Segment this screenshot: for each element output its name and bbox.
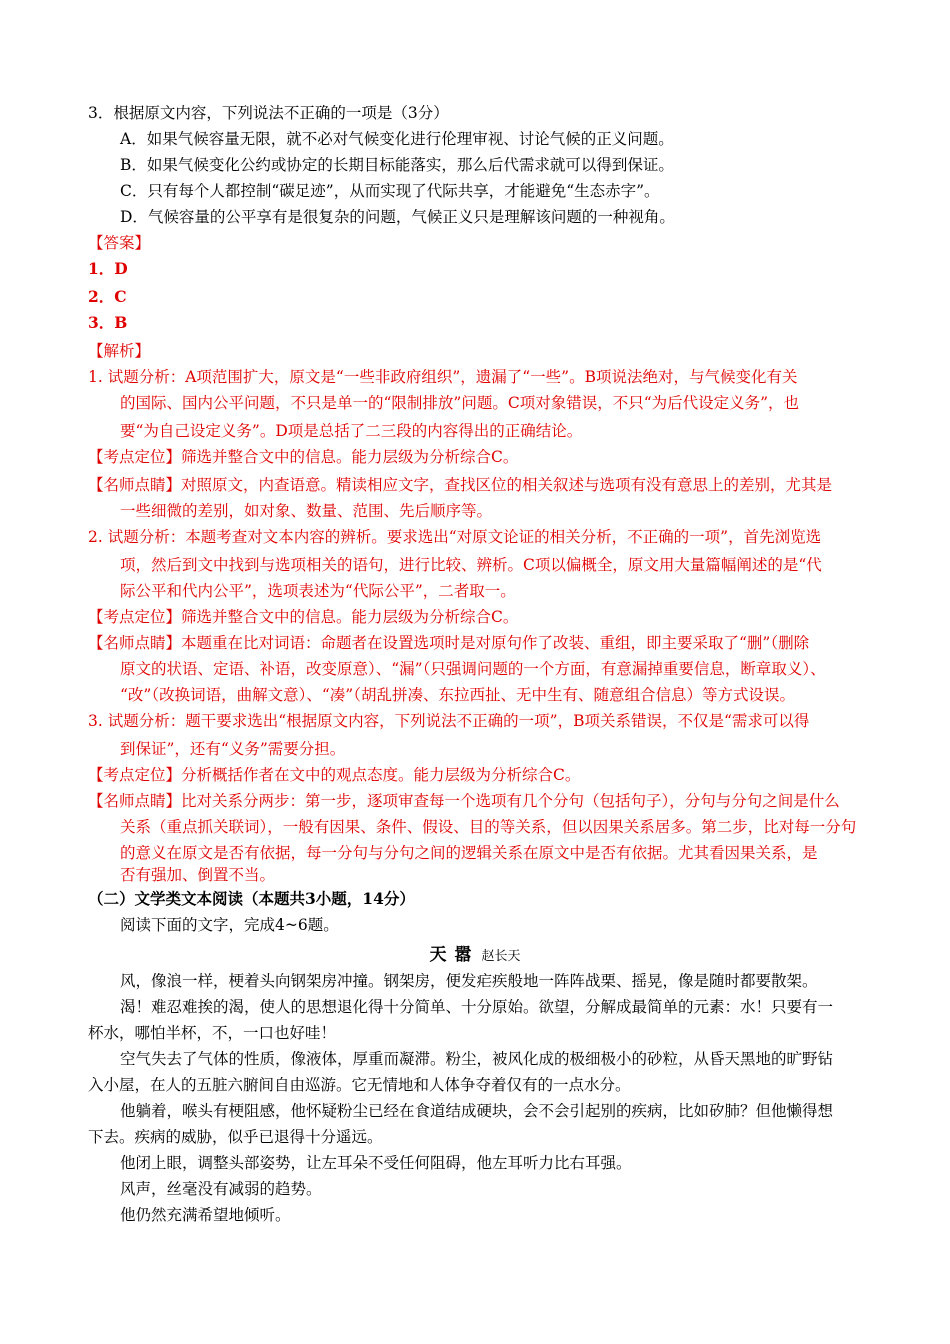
mingshi-3-line-4: 否有强加、倒置不当。 — [120, 866, 276, 884]
mingshi-3-line-3: 的意义在原文是否有依据，每一分句与分句之间的逻辑关系在原文中是否有依据。尤其看因果关系，是 — [120, 844, 818, 862]
story-para-3-line-1: 空气失去了气体的性质，像液体，厚重而凝滞。粉尘，被风化成的极细极小的砂粒，从昏天黑地的旷野钻 — [120, 1050, 834, 1068]
section-heading: （二）文学类文本阅读（本题共3小题，14分） — [88, 889, 415, 908]
analysis-1-line-2: 的国际、国内公平问题，不只是单一的“限制排放”问题。C项对象错误，不只“为后代设定义务”，也 — [120, 394, 800, 412]
mingshi-3-line-1: 【名师点睛】比对关系分两步：第一步，逐项审查每一个选项有几个分句（包括句子），分句与分句之间是什么 — [88, 792, 840, 810]
analysis-3-line-1: 3. 试题分析：题干要求选出“根据原文内容，下列说法不正确的一项”，B项关系错误，不仅是“需求可以得 — [88, 712, 810, 730]
mingshi-2-line-2: 原文的状语、定语、补语，改变原意）、“漏”（只强调问题的一个方面，有意漏掉重要信息，断章取义）、 — [120, 660, 826, 678]
mingshi-1-line-1: 【名师点睛】对照原文，内查语意。精读相应文字，查找区位的相关叙述与选项有没有意思上的差别，尤其是 — [88, 476, 833, 494]
mingshi-2-line-1: 【名师点睛】本题重在比对词语：命题者在设置选项时是对原句作了改装、重组，即主要采取了“删”（删除 — [88, 634, 810, 652]
analysis-1-line-3: 要“为自己设定义务”。D项是总括了二三段的内容得出的正确结论。 — [120, 422, 583, 440]
story-para-5: 他闭上眼，调整头部姿势，让左耳朵不受任何阻碍，他左耳听力比右耳强。 — [120, 1154, 632, 1172]
analysis-3-line-2: 到保证”，还有“义务”需要分担。 — [120, 740, 346, 758]
option-a: A．如果气候容量无限，就不必对气候变化进行伦理审视、讨论气候的正义问题。 — [120, 130, 674, 148]
story-title: 天嚣 — [429, 945, 480, 965]
analysis-2-line-2: 项，然后到文中找到与选项相关的语句，进行比较、辨析。C项以偏概全，原文用大量篇幅阐述的是“代 — [120, 556, 822, 574]
answer-heading: 【答案】 — [88, 234, 151, 252]
question-3-stem: 3．根据原文内容，下列说法不正确的一项是（3分） — [88, 104, 449, 122]
story-para-3-line-2: 入小屋，在人的五脏六腑间自由巡游。它无情地和人体争夺着仅有的一点水分。 — [88, 1076, 631, 1094]
story-para-1: 风，像浪一样，梗着头向钢架房冲撞。钢架房，便发疟疾般地一阵阵战栗、摇晃，像是随时都要散架。 — [120, 972, 818, 990]
story-para-4-line-2: 下去。疾病的威胁，似乎已退得十分遥远。 — [88, 1128, 383, 1146]
story-para-4-line-1: 他躺着，喉头有梗阻感，他怀疑粉尘已经在食道结成硬块，会不会引起别的疾病，比如矽肺？但他懒得想 — [120, 1102, 834, 1120]
story-para-7: 他仍然充满希望地倾听。 — [120, 1206, 291, 1224]
story-para-2-line-1: 渴！难忍难挨的渴，使人的思想退化得十分简单、十分原始。欲望，分解成最简单的元素：水！只要有一 — [120, 998, 834, 1016]
analysis-2-line-3: 际公平和代内公平”，选项表述为“代际公平”，二者取一。 — [120, 582, 516, 600]
kaodian-2: 【考点定位】筛选并整合文中的信息。能力层级为分析综合C。 — [88, 608, 519, 626]
answer-3: 3．B — [88, 313, 128, 332]
answer-2: 2．C — [88, 287, 127, 306]
analysis-1-line-1: 1. 试题分析：A项范围扩大，原文是“一些非政府组织”，遗漏了“一些”。B项说法绝对，与气候变化有关 — [88, 368, 798, 386]
story-title-block — [0, 944, 950, 968]
option-b: B．如果气候变化公约或协定的长期目标能落实，那么后代需求就可以得到保证。 — [120, 156, 674, 174]
kaodian-1: 【考点定位】筛选并整合文中的信息。能力层级为分析综合C。 — [88, 448, 519, 466]
analysis-heading: 【解析】 — [88, 342, 151, 360]
option-d: D．气候容量的公平享有是很复杂的问题，气候正义只是理解该问题的一种视角。 — [120, 208, 675, 226]
mingshi-3-line-2: 关系（重点抓关联词），一般有因果、条件、假设、目的等关系，但以因果关系居多。第二步，比对每一分句 — [120, 818, 857, 836]
story-para-6: 风声，丝毫没有减弱的趋势。 — [120, 1180, 322, 1198]
option-c: C．只有每个人都控制“碳足迹”，从而实现了代际共享，才能避免“生态赤字”。 — [120, 182, 660, 200]
story-para-2-line-2: 杯水，哪怕半杯，不，一口也好哇！ — [88, 1024, 337, 1042]
kaodian-3: 【考点定位】分析概括作者在文中的观点态度。能力层级为分析综合C。 — [88, 766, 581, 784]
reading-instruction: 阅读下面的文字，完成4~6题。 — [120, 916, 339, 934]
mingshi-2-line-3: “改”（改换词语，曲解文意）、“凑”（胡乱拼凑、东拉西扯、无中生有、随意组合信息）等方式设误。 — [120, 686, 795, 704]
answer-1: 1．D — [88, 259, 128, 278]
story-author: 赵长天 — [481, 949, 521, 964]
mingshi-1-line-2: 一些细微的差别，如对象、数量、范围、先后顺序等。 — [120, 502, 493, 520]
analysis-2-line-1: 2. 试题分析：本题考查对文本内容的辨析。要求选出“对原文论证的相关分析，不正确的一项”，首先浏览选 — [88, 528, 822, 546]
